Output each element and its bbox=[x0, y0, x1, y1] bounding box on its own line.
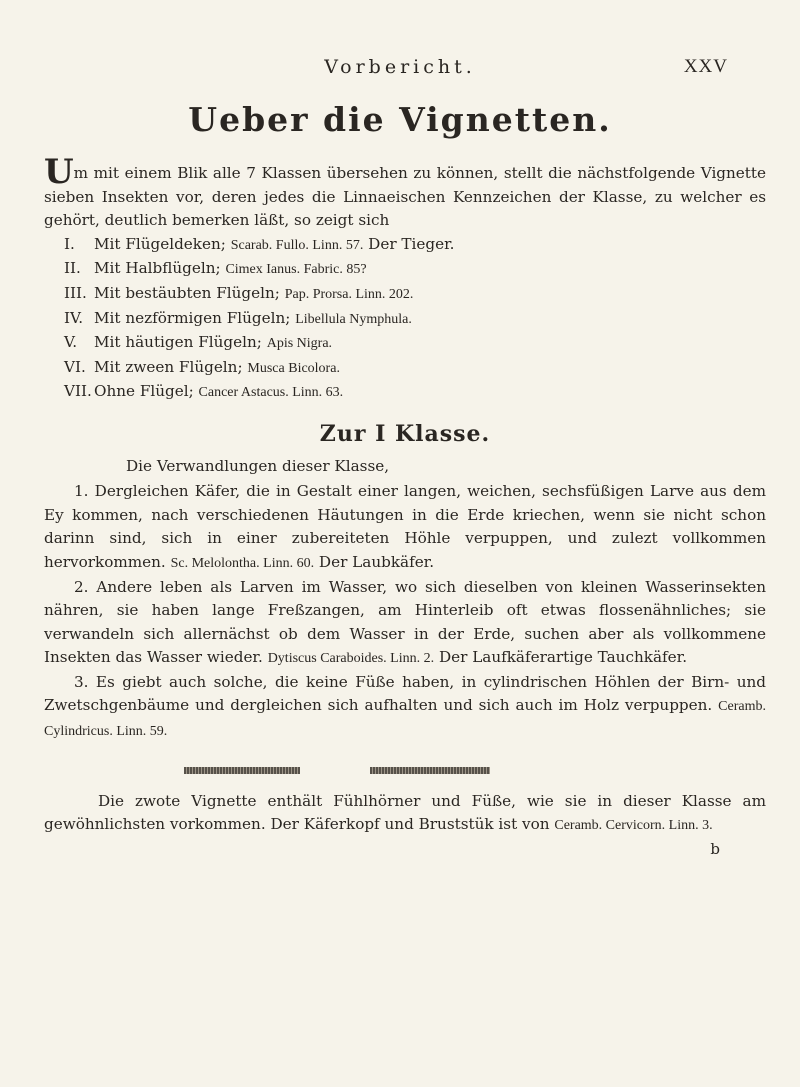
class-item bbox=[44, 380, 766, 405]
paragraph-latin-name: Ceramb. Cylindricus. Linn. 59. bbox=[44, 699, 766, 740]
paragraph-text: 2. Andere leben als Larven im Wasser, wo sich dieselben von kleinen Wasserinsekten nähren, sie haben lange Freßzangen, am Hinterleib oft etwas flossenähnliches; sie verwandeln sich allernächst ob dem Wasser in der Erde, suchen aber als vollkommene Insekten das Wasser wieder. bbox=[44, 577, 766, 667]
numbered-paragraph bbox=[44, 576, 766, 671]
class-number: VII. bbox=[64, 382, 92, 401]
class-description: Mit zween Flügeln; bbox=[94, 357, 243, 376]
class-description: Mit häutigen Flügeln; bbox=[94, 333, 262, 352]
class-number: I. bbox=[64, 234, 75, 253]
class-item bbox=[44, 282, 766, 307]
class-description: Mit Flügeldeken; bbox=[94, 234, 226, 253]
class-description: Mit nezförmigen Flügeln; bbox=[94, 308, 291, 327]
class-item bbox=[44, 331, 766, 356]
paragraph-text: 1. Dergleichen Käfer, die in Gestalt einer langen, weichen, sechsfüßigen Larve aus dem Ey kommen, nach verschiedenen Häutungen in die Erde kriechen, wenn sie nicht schon darinn sind, sich in einer zubereiteten Höhle verpuppen, und zulezt vollkommen hervorkommen. bbox=[44, 482, 766, 571]
running-head-title: Vorbericht. bbox=[324, 56, 476, 78]
numbered-paragraph bbox=[44, 480, 766, 575]
class-latin-name: Scarab. Fullo. Linn. 57. bbox=[230, 237, 364, 253]
paragraph-common-name: Der Laufkäferartige Tauchkäfer. bbox=[438, 648, 688, 667]
sub-heading: Zur I Klasse. bbox=[319, 420, 491, 447]
class-number: II. bbox=[64, 259, 81, 278]
running-head bbox=[0, 56, 800, 86]
class-description: Ohne Flügel; bbox=[94, 382, 194, 401]
class-common-name: Der Tieger. bbox=[368, 234, 455, 253]
intro-paragraph bbox=[44, 152, 766, 233]
section-heading: Ueber die Vignetten. bbox=[188, 100, 612, 139]
class-latin-name: Pap. Prorsa. Linn. 202. bbox=[284, 286, 414, 302]
class-latin-name: Musca Bicolora. bbox=[247, 360, 340, 376]
class-latin-name: Cimex Ianus. Fabric. 85? bbox=[225, 262, 367, 278]
body-text bbox=[44, 152, 766, 860]
note-paragraph bbox=[44, 790, 766, 838]
ornament-divider bbox=[44, 764, 766, 778]
note-latin-name: Ceramb. Cervicorn. Linn. 3. bbox=[554, 818, 713, 834]
class-number: IV. bbox=[64, 308, 84, 327]
catchword: b bbox=[710, 839, 720, 858]
class-item bbox=[44, 356, 766, 381]
ornament-rule-right bbox=[370, 767, 490, 774]
class-latin-name: Apis Nigra. bbox=[266, 336, 333, 352]
class-number: V. bbox=[64, 333, 78, 352]
ornament-rule-left bbox=[184, 767, 300, 774]
class-number: III. bbox=[64, 283, 87, 302]
paragraph-latin-name: Dytiscus Caraboides. Linn. 2. bbox=[267, 651, 435, 667]
class-item bbox=[44, 233, 766, 258]
class-description: Mit bestäubten Flügeln; bbox=[94, 283, 280, 302]
sub-intro: Die Verwandlungen dieser Klasse, bbox=[126, 456, 390, 475]
page-number: XXV bbox=[683, 56, 728, 77]
class-item bbox=[44, 257, 766, 282]
drop-cap: U bbox=[44, 152, 74, 192]
class-list bbox=[44, 233, 766, 405]
note-text: Die zwote Vignette enthält Fühlhörner und Füße, wie sie in dieser Klasse am gewöhnlichsten vorkommen. Der Käferkopf und Bruststük ist von bbox=[44, 791, 766, 834]
catchword-row bbox=[44, 838, 766, 860]
paragraph-latin-name: Sc. Melolontha. Linn. 60. bbox=[170, 555, 315, 571]
paragraph-common-name: Der Laubkäfer. bbox=[318, 552, 435, 571]
class-item bbox=[44, 307, 766, 332]
class-description: Mit Halbflügeln; bbox=[94, 259, 221, 278]
paragraph-text: 3. Es giebt auch solche, die keine Füße haben, in cylindrischen Höhlen der Birn- und Zwetschgenbäume und dergleichen sich aufhalten und sich auch im Holz verpuppen. bbox=[44, 672, 766, 715]
class-latin-name: Libellula Nymphula. bbox=[295, 311, 412, 327]
class-latin-name: Cancer Astacus. Linn. 63. bbox=[198, 385, 344, 401]
class-number: VI. bbox=[64, 357, 86, 376]
numbered-paragraph bbox=[44, 671, 766, 744]
intro-text: m mit einem Blik alle 7 Klassen übersehen zu können, stellt die nächstfolgende Vignette sieben Insekten vor, deren jedes die Linnaeischen Kennzeichen der Klasse, zu welcher es gehört, deutlich bemerken läßt, so zeigt sich bbox=[44, 164, 766, 230]
